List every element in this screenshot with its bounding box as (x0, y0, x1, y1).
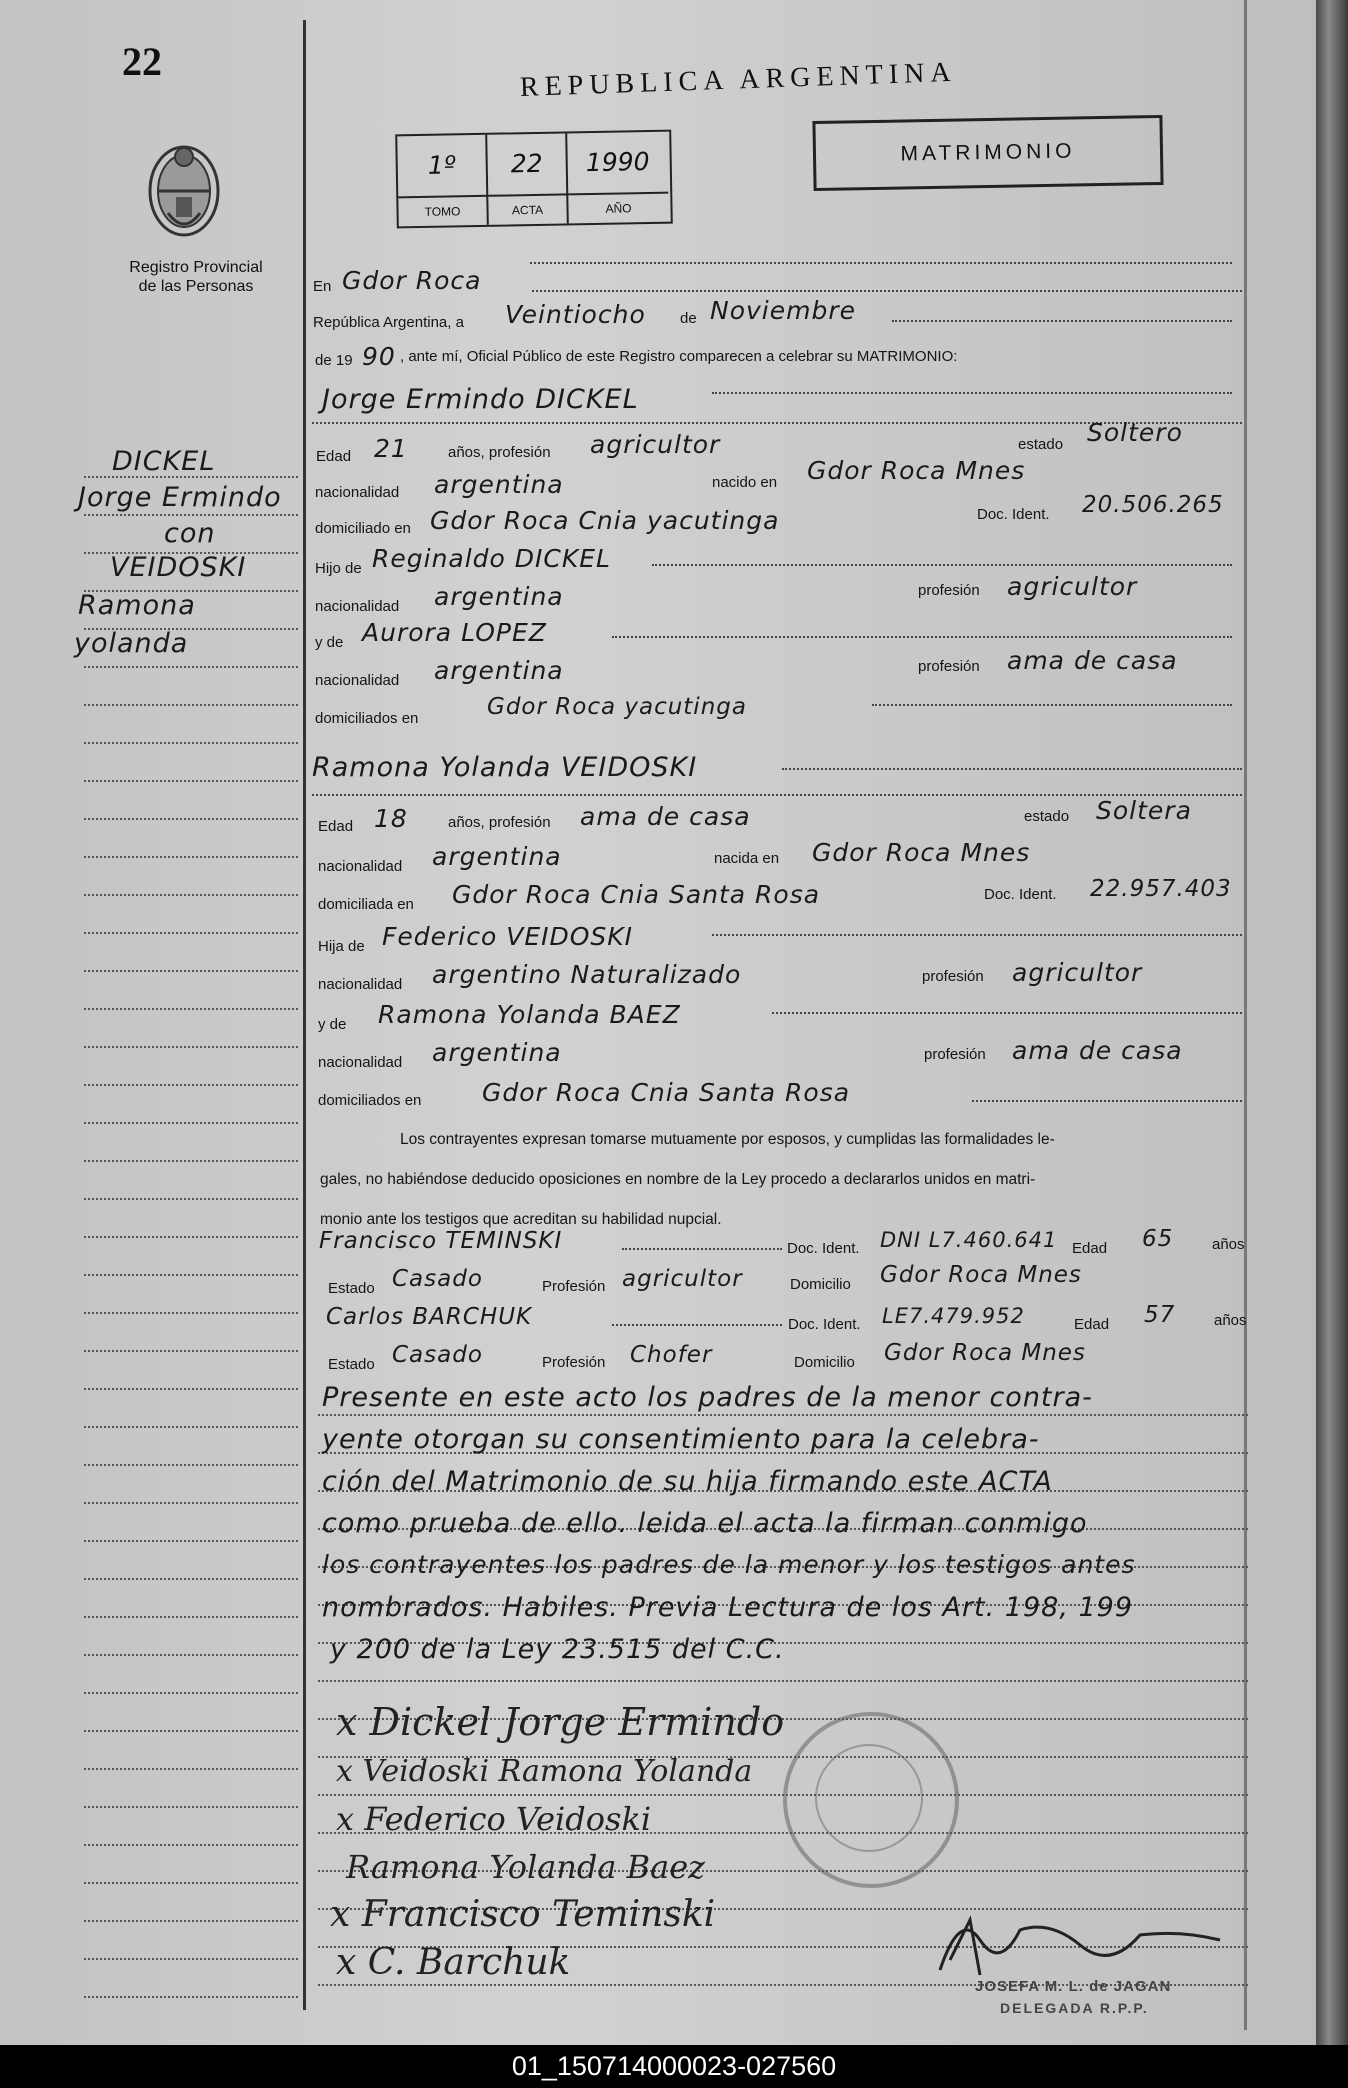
official-name: JOSEFA M. L. de JAGAN (975, 1978, 1172, 1995)
hijo-label: Hijo de (315, 560, 362, 577)
bride-father: Federico VEIDOSKI (382, 922, 634, 951)
margin-ruled-line (84, 1198, 298, 1200)
bride-name-row (312, 752, 1247, 786)
witness-2-name: Carlos BARCHUK (326, 1304, 533, 1330)
signature-bride-mother: Ramona Yolanda Baez (346, 1848, 706, 1886)
dotted-line (712, 934, 1242, 936)
margin-ruled-line (84, 1350, 298, 1352)
signature-bride-father: x Federico Veidoski (336, 1800, 652, 1838)
closing-line-1: Presente en este acto los padres de la menor contra- (322, 1382, 1093, 1413)
margin-ruled-line (84, 1274, 298, 1276)
hija-label: Hija de (318, 938, 365, 955)
bride-name: Ramona Yolanda VEIDOSKI (312, 752, 698, 783)
margin-ruled-line (84, 1654, 298, 1656)
groom-mother-profession: ama de casa (1007, 646, 1178, 675)
nacionalidad-label: nacionalidad (318, 858, 403, 875)
estado-label: estado (1024, 808, 1070, 825)
domicilio-label: Domicilio (794, 1354, 855, 1371)
tomo-label: TOMO (398, 195, 489, 227)
bride-profession: ama de casa (580, 802, 751, 831)
margin-ruled-line (84, 1578, 298, 1580)
margin-ruled-line (84, 932, 298, 934)
anos-label: años (1212, 1236, 1245, 1253)
ruled-line (318, 1414, 1248, 1416)
signature-groom: x Dickel Jorge Ermindo (336, 1700, 785, 1744)
margin-surname-groom: DICKEL (112, 446, 216, 477)
margin-ruled-line (84, 818, 298, 820)
nacionalidad-label: nacionalidad (315, 598, 400, 615)
profesion-label: profesión (924, 1046, 986, 1063)
witness-1-status: Casado (392, 1266, 483, 1292)
edad-label: Edad (318, 818, 354, 835)
bride-mother-nationality: argentina (432, 1038, 562, 1067)
bride-parents-domicile: Gdor Roca Cnia Santa Rosa (482, 1078, 851, 1107)
nacionalidad-label: nacionalidad (318, 1054, 403, 1071)
anos-label: años (1214, 1312, 1247, 1329)
ano-label: AÑO (568, 192, 669, 224)
groom-parents-domicile: Gdor Roca yacutinga (487, 694, 747, 720)
doc-label: Doc. Ident. (788, 1316, 861, 1333)
margin-ruled-line (84, 970, 298, 972)
witness-1-domicile: Gdor Roca Mnes (880, 1262, 1082, 1288)
bride-mother: Ramona Yolanda BAEZ (378, 1000, 681, 1029)
margin-ruled-line (84, 1996, 298, 1998)
yde-label: y de (315, 634, 344, 651)
bride-nationality-row (312, 838, 1247, 878)
groom-father-profession: agricultor (1007, 572, 1138, 601)
edad-label: Edad (1074, 1316, 1110, 1333)
margin-ruled-line (84, 704, 298, 706)
nacido-label: nacido en (712, 474, 778, 491)
official-stamp-inner (815, 1744, 923, 1852)
margin-ruled-line (84, 1768, 298, 1770)
profesion-label: Profesión (542, 1354, 606, 1371)
registry-line-2: de las Personas (138, 278, 254, 295)
dotted-line (782, 768, 1242, 770)
republica-label: República Argentina, a (313, 314, 464, 331)
ano-value: 1990 (585, 146, 650, 178)
margin-ruled-line (84, 780, 298, 782)
margin-ruled-line (84, 1958, 298, 1960)
bride-father-profession: agricultor (1012, 958, 1143, 987)
year-suffix: 90 (362, 342, 396, 371)
estado-label: estado (1018, 436, 1064, 453)
domiciliada-label: domiciliada en (318, 896, 414, 913)
margin-ruled-line (84, 1844, 298, 1846)
witness-1-row (312, 1228, 1247, 1262)
day-value: Veintiocho (505, 300, 646, 329)
dotted-line (612, 1324, 782, 1326)
groom-status: Soltero (1087, 418, 1183, 447)
bride-father-nationality: argentino Naturalizado (432, 960, 742, 989)
witness-1-age: 65 (1142, 1226, 1174, 1252)
profesion-label: profesión (918, 658, 980, 675)
closing-line-4: como prueba de ello. leida el acta la firman conmigo (322, 1508, 1088, 1539)
tomo-value: 1º (397, 135, 488, 197)
witness-2-domicile: Gdor Roca Mnes (884, 1340, 1086, 1366)
bride-mother-row (312, 1002, 1247, 1036)
intro-place-row (312, 266, 1247, 300)
domiciliados-label: domiciliados en (315, 710, 419, 727)
dotted-line (530, 262, 1232, 264)
bride-age-row (312, 796, 1247, 840)
margin-ruled-line (84, 1540, 298, 1542)
groom-name-row (312, 384, 1247, 418)
margin-ruled-line (84, 1388, 298, 1390)
closing-line-6: nombrados. Habiles. Previa Lectura de los Art. 198, 199 (322, 1592, 1134, 1623)
nacionalidad-label: nacionalidad (315, 672, 400, 689)
groom-mother-nationality: argentina (434, 656, 564, 685)
page-number: 22 (122, 39, 162, 84)
margin-ruled-line (84, 1806, 298, 1808)
groom-domicile: Gdor Roca Cnia yacutinga (430, 506, 780, 535)
groom-profession: agricultor (590, 430, 721, 459)
dotted-line (712, 392, 1232, 394)
footer-caption: 01_150714000023-027560 (0, 2045, 1348, 2088)
groom-father-nat-row (312, 572, 1247, 616)
bride-nationality: argentina (432, 842, 562, 871)
intro-date-row (312, 296, 1247, 334)
acta-box (395, 130, 673, 229)
declaration-line-1: Los contrayentes expresan tomarse mutuamente por esposos, y cumplidas las formalidades le- (400, 1131, 1055, 1148)
groom-name: Jorge Ermindo DICKEL (322, 384, 639, 415)
intro-rest: , ante mí, Oficial Público de este Registro comparecen a celebrar su MATRIMONIO: (400, 348, 958, 365)
margin-name-bride-2: yolanda (74, 628, 189, 659)
margin-ruled-line (84, 476, 298, 478)
dotted-line (612, 636, 1232, 638)
dotted-line (892, 320, 1232, 322)
groom-mother: Aurora LOPEZ (362, 618, 547, 647)
profesion-label: profesión (918, 582, 980, 599)
domiciliado-label: domiciliado en (315, 520, 411, 537)
estado-label: Estado (328, 1356, 375, 1373)
nacionalidad-label: nacionalidad (315, 484, 400, 501)
dotted-line (972, 1100, 1242, 1102)
month-value: Noviembre (710, 296, 856, 325)
margin-ruled-line (84, 666, 298, 668)
margin-ruled-line (84, 1920, 298, 1922)
margin-ruled-line (84, 1730, 298, 1732)
margin-ruled-line (84, 1616, 298, 1618)
groom-doc: 20.506.265 (1082, 492, 1224, 518)
groom-age: 21 (374, 434, 408, 463)
margin-ruled-line (84, 894, 298, 896)
dotted-line (532, 290, 1242, 292)
groom-birthplace: Gdor Roca Mnes (807, 456, 1026, 485)
acta-value: 22 (487, 133, 568, 194)
bride-mother-profession: ama de casa (1012, 1036, 1183, 1065)
margin-ruled-line (84, 742, 298, 744)
intro-year-row (312, 344, 1247, 378)
witness-2-doc: LE7.479.952 (882, 1304, 1025, 1328)
margin-ruled-line (84, 1464, 298, 1466)
groom-mother-nat-row (312, 646, 1247, 690)
witness-2-age: 57 (1144, 1302, 1176, 1328)
dotted-line (622, 1248, 782, 1250)
dotted-line (772, 1012, 1242, 1014)
domiciliados-label: domiciliados en (318, 1092, 422, 1109)
bride-parents-domicile-row (312, 1078, 1247, 1112)
closing-line-2: yente otorgan su consentimiento para la celebra- (322, 1424, 1040, 1455)
bride-father-nat-row (312, 958, 1247, 996)
en-label: En (313, 278, 332, 295)
registry-line-1: Registro Provincial (129, 259, 263, 276)
bride-age: 18 (374, 804, 408, 833)
closing-line-5: los contrayentes los padres de la menor y los testigos antes (322, 1550, 1136, 1579)
witness-1-name: Francisco TEMINSKI (319, 1228, 563, 1254)
margin-ruled-line (84, 514, 298, 516)
dotted-line (652, 564, 1232, 566)
margin-ruled-line (84, 1084, 298, 1086)
bride-domicile: Gdor Roca Cnia Santa Rosa (452, 880, 821, 909)
groom-parents-domicile-row (312, 694, 1247, 728)
margin-ruled-line (84, 1882, 298, 1884)
declaration-line-3: monio ante los testigos que acreditan su habilidad nupcial. (320, 1211, 722, 1228)
acta-label: ACTA (488, 193, 569, 224)
nacida-label: nacida en (714, 850, 780, 867)
signature-witness-2: x C. Barchuk (336, 1942, 571, 1983)
margin-ruled-line (84, 1426, 298, 1428)
registry-name (96, 258, 296, 296)
groom-father: Reginaldo DICKEL (372, 544, 611, 573)
margin-surname-bride: VEIDOSKI (110, 552, 247, 583)
bride-mother-nat-row (312, 1036, 1247, 1074)
profesion-label: años, profesión (448, 814, 551, 831)
groom-nationality: argentina (434, 470, 564, 499)
margin-ruled-line (84, 1502, 298, 1504)
margin-ruled-line (84, 1236, 298, 1238)
margin-name-bride-1: Ramona (78, 590, 196, 621)
groom-father-nationality: argentina (434, 582, 564, 611)
witness-1-details-row (312, 1262, 1247, 1300)
margin-rule (303, 20, 306, 2010)
witness-2-details-row (312, 1342, 1247, 1376)
margin-ruled-line (84, 1160, 298, 1162)
margin-ruled-line (84, 590, 298, 592)
witness-2-profession: Chofer (630, 1342, 713, 1368)
estado-label: Estado (328, 1280, 375, 1297)
declaration-text (320, 1120, 1255, 1240)
witness-1-profession: agricultor (622, 1266, 743, 1292)
official-title: DELEGADA R.P.P. (1000, 2000, 1149, 2016)
margin-ruled-line (84, 1008, 298, 1010)
bride-status: Soltera (1096, 796, 1192, 825)
margin-names-groom: Jorge Ermindo (78, 482, 282, 513)
edad-label: Edad (1072, 1240, 1108, 1257)
country-heading: REPUBLICA ARGENTINA (519, 56, 958, 103)
page-edge (1316, 0, 1348, 2045)
profesion-label: profesión (922, 968, 984, 985)
witness-2-row (312, 1304, 1247, 1338)
de-label: de (680, 310, 697, 327)
margin-ruled-line (84, 552, 298, 554)
bride-doc: 22.957.403 (1090, 876, 1232, 902)
yde-label: y de (318, 1016, 347, 1033)
doc-label: Doc. Ident. (977, 506, 1050, 523)
bride-father-row (312, 924, 1247, 958)
witness-2-status: Casado (392, 1342, 483, 1368)
margin-ruled-line (84, 1046, 298, 1048)
dotted-line (872, 704, 1232, 706)
doc-label: Doc. Ident. (787, 1240, 860, 1257)
declaration-line-2: gales, no habiéndose deducido oposiciones en nombre de la Ley procedo a declararlos unidos en matri- (320, 1171, 1036, 1188)
margin-con: con (164, 518, 216, 549)
closing-line-7: y 200 de la Ley 23.515 del C.C. (330, 1634, 785, 1665)
margin-ruled-line (84, 856, 298, 858)
witness-1-doc: DNI L7.460.641 (880, 1228, 1058, 1252)
doc-label: Doc. Ident. (984, 886, 1057, 903)
margin-ruled-line (84, 1122, 298, 1124)
margin-ruled-line (84, 1312, 298, 1314)
place-value: Gdor Roca (342, 266, 482, 295)
signature-witness-1: x Francisco Teminski (330, 1894, 716, 1935)
nacionalidad-label: nacionalidad (318, 976, 403, 993)
profesion-label: años, profesión (448, 444, 551, 461)
margin-ruled-line (84, 1692, 298, 1694)
domicilio-label: Domicilio (790, 1276, 851, 1293)
profesion-label: Profesión (542, 1278, 606, 1295)
bride-domicile-row (312, 876, 1247, 916)
official-signature (920, 1900, 1250, 1980)
year-prefix: de 19 (315, 352, 353, 369)
ruled-line (318, 1680, 1248, 1682)
groom-age-row (312, 418, 1247, 470)
signature-bride: x Veidoski Ramona Yolanda (336, 1754, 753, 1789)
closing-line-3: ción del Matrimonio de su hija firmando este ACTA (322, 1466, 1053, 1497)
bride-birthplace: Gdor Roca Mnes (812, 838, 1031, 867)
margin-ruled-line (84, 628, 298, 630)
edad-label: Edad (316, 448, 352, 465)
document-type-box: MATRIMONIO (812, 115, 1163, 191)
coat-of-arms-icon (138, 135, 230, 245)
